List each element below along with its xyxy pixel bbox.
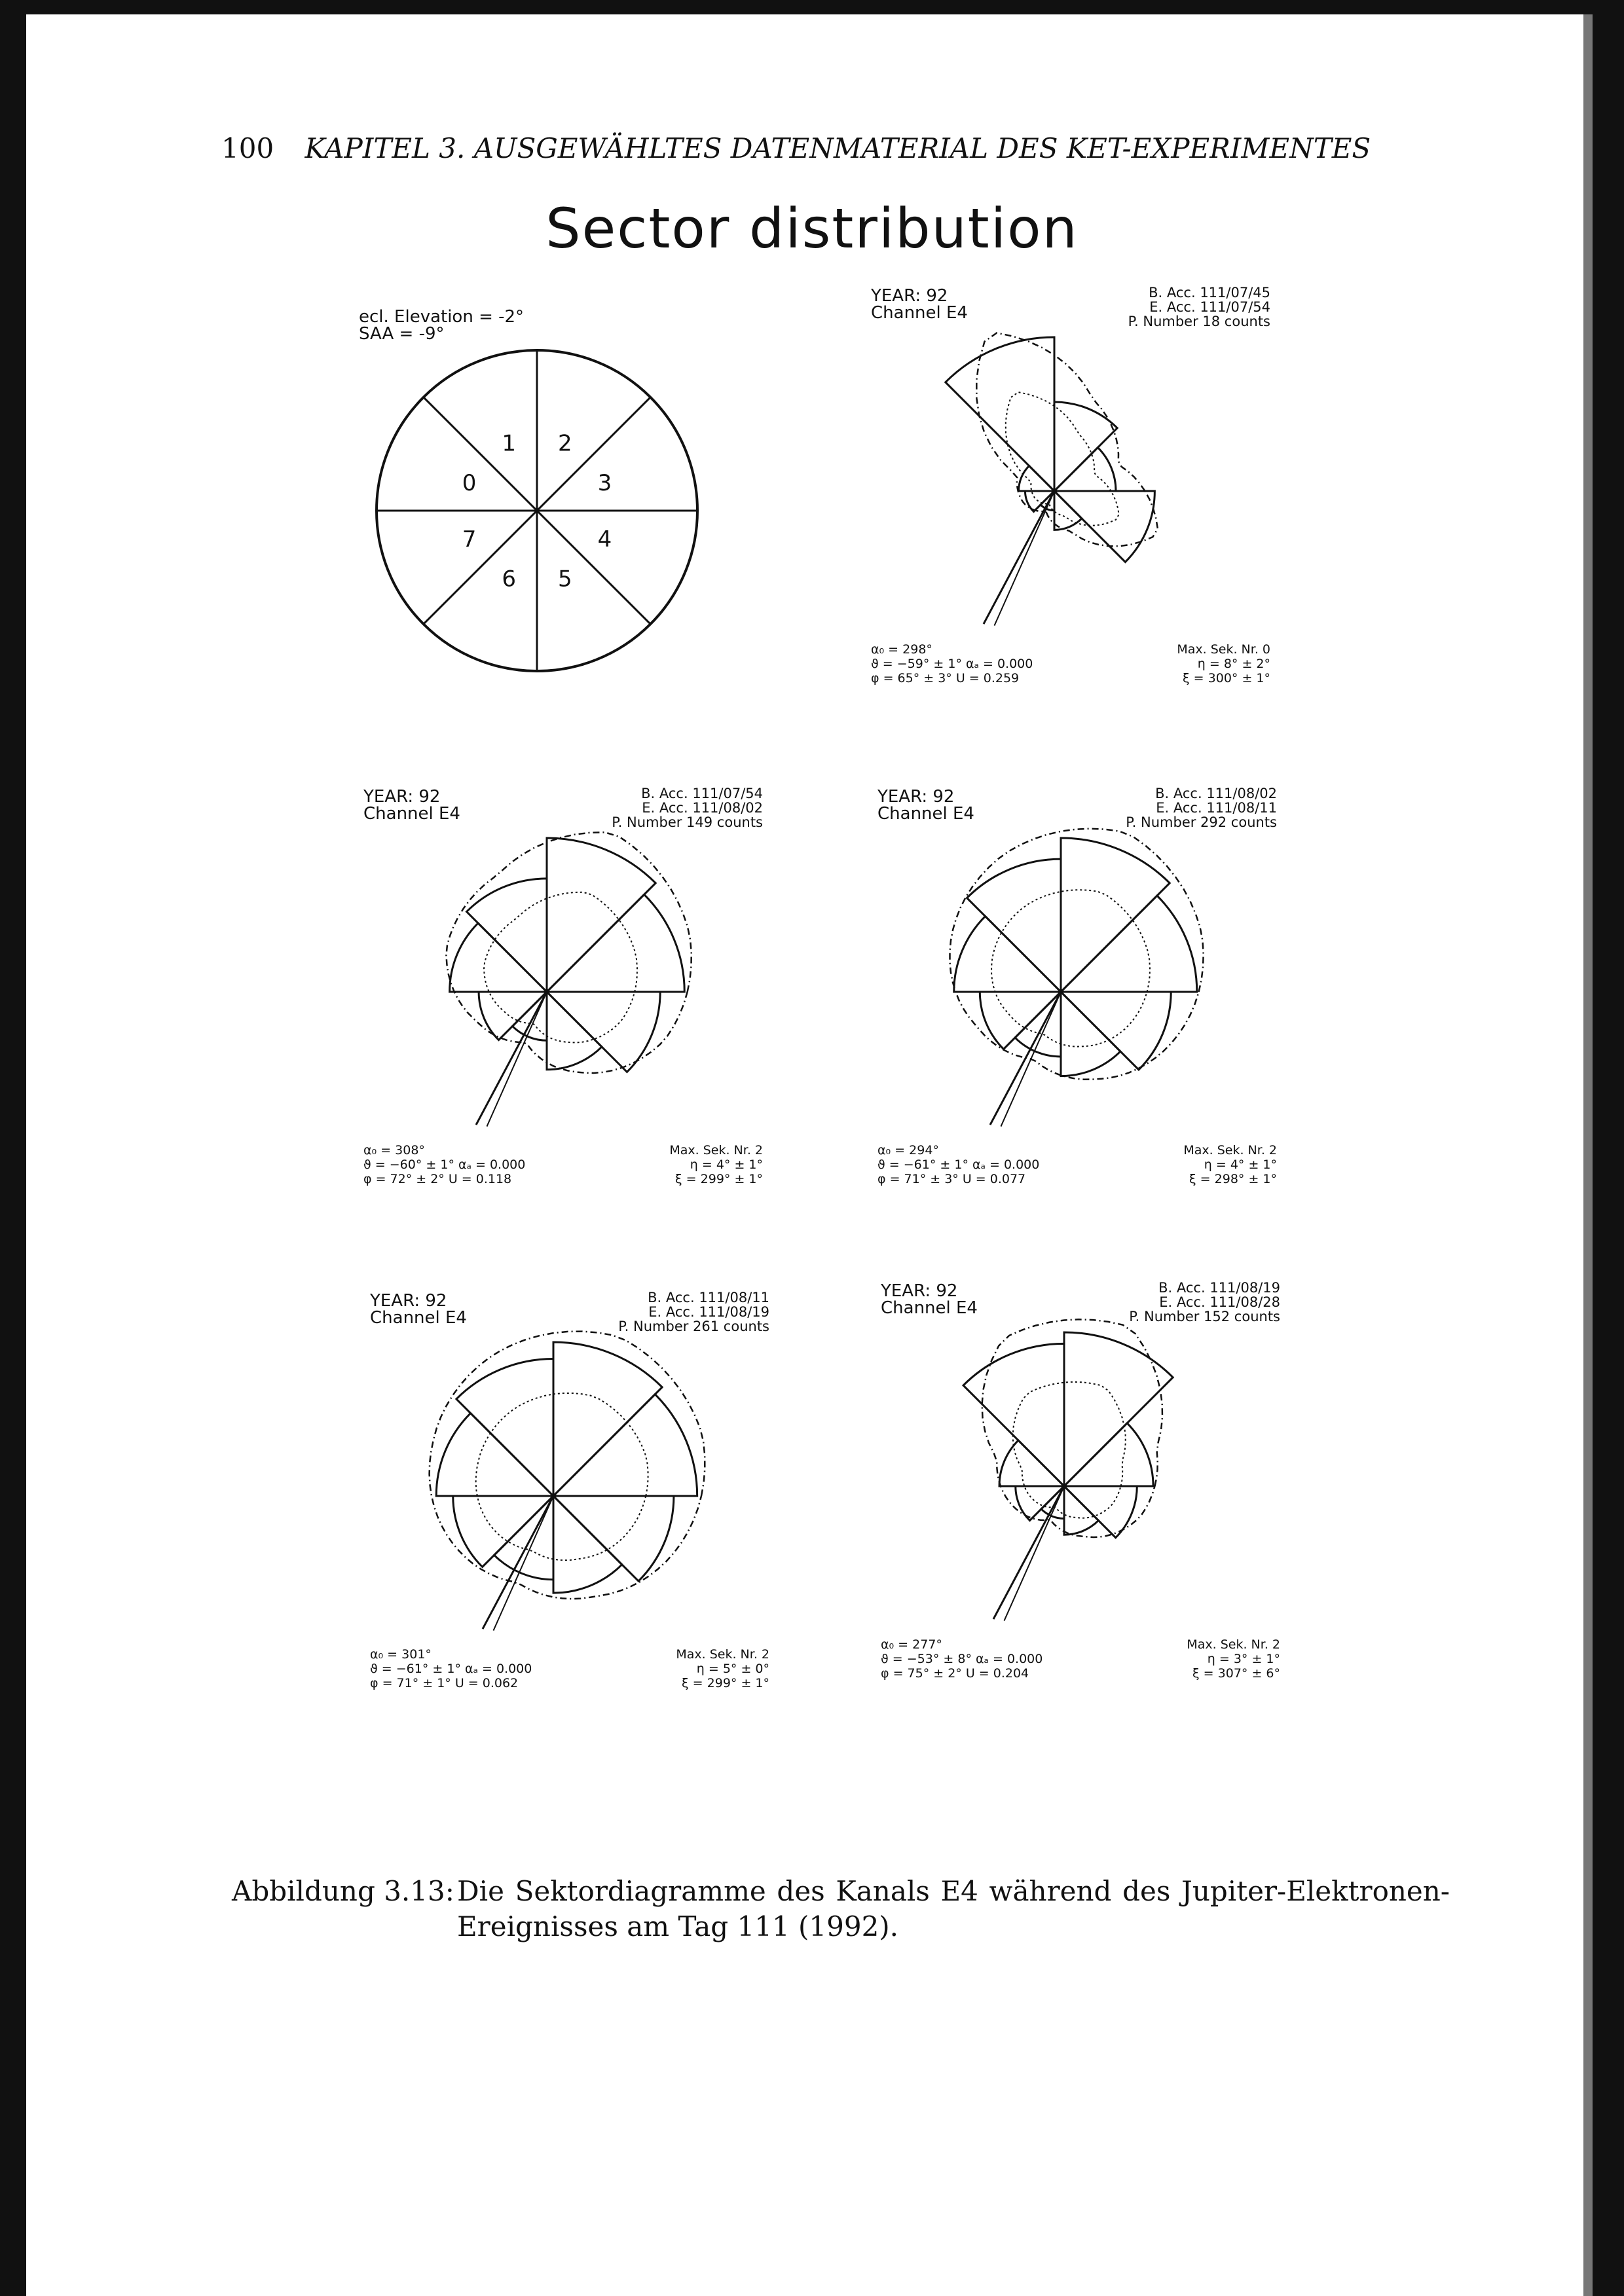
flow-direction-vector — [1001, 992, 1061, 1127]
sector-bar — [1054, 448, 1116, 491]
sector-bar — [450, 923, 547, 992]
channel-label: Channel E4 — [871, 303, 968, 323]
right-stat-line: ξ = 299° ± 1° — [682, 1676, 769, 1690]
p-number-label: P. Number 292 counts — [1126, 814, 1277, 830]
sector-bar — [1061, 992, 1120, 1076]
right-stat-line: Max. Sek. Nr. 2 — [1187, 1637, 1280, 1652]
caption-text: Die Sektordiagramme des Kanals E4 während des Jupiter-Elektronen-Ereignisses am Tag 111 (1992). — [457, 1875, 1450, 1942]
right-stat-line: ξ = 298° ± 1° — [1189, 1172, 1277, 1186]
sector-histogram — [963, 1332, 1173, 1538]
sector-number: 7 — [462, 526, 477, 553]
sector-bar — [1061, 896, 1197, 992]
b-acc-label: B. Acc. 111/08/02 — [1155, 786, 1277, 801]
left-stat-line: φ = 72° ± 2° U = 0.118 — [363, 1172, 512, 1186]
chapter-title: KAPITEL 3. AUSGEWÄHLTES DATENMATERIAL DES KET-EXPERIMENTES — [304, 132, 1371, 164]
sector-number: 2 — [558, 430, 572, 457]
fit-envelope — [446, 832, 691, 1073]
b-acc-label: B. Acc. 111/08/19 — [1158, 1280, 1280, 1296]
sector-bar — [946, 337, 1054, 491]
left-stat-line: ϑ = −61° ± 1° αₐ = 0.000 — [370, 1662, 532, 1676]
right-stat-line: Max. Sek. Nr. 0 — [1177, 642, 1270, 657]
sector-bar — [453, 1496, 553, 1567]
sector-bar — [553, 1342, 662, 1496]
sector-panel-2 — [357, 782, 776, 1201]
p-number-label: P. Number 152 counts — [1129, 1309, 1280, 1324]
sector-bar — [553, 1496, 622, 1593]
fit-envelope — [430, 1332, 705, 1599]
e-acc-label: E. Acc. 111/08/02 — [642, 800, 763, 816]
b-acc-label: B. Acc. 111/07/45 — [1149, 285, 1270, 301]
sector-number: 3 — [597, 470, 612, 497]
left-stat-line: ϑ = −53° ± 8° αₐ = 0.000 — [881, 1652, 1043, 1666]
page-number: 100 — [221, 132, 274, 164]
sector-histogram — [954, 838, 1197, 1076]
left-stat-line: α₀ = 294° — [877, 1143, 939, 1157]
sector-bar — [456, 1359, 553, 1496]
left-stat-line: φ = 71° ± 1° U = 0.062 — [370, 1676, 519, 1690]
channel-label: Channel E4 — [363, 804, 460, 824]
sector-bar — [1064, 1486, 1137, 1538]
channel-label: Channel E4 — [370, 1308, 467, 1328]
sector-wheel — [377, 350, 697, 671]
year-label: YEAR: 92 — [871, 286, 948, 306]
fit-envelope — [950, 829, 1204, 1080]
sector-number: 0 — [462, 470, 477, 497]
sector-bar — [513, 992, 547, 1040]
flow-direction-vector — [990, 992, 1061, 1125]
sector-bar — [1054, 491, 1082, 530]
sector-bar — [547, 838, 655, 992]
scan-border-right-inner — [1583, 14, 1593, 2296]
sector-histogram — [946, 337, 1155, 562]
left-stat-line: α₀ = 277° — [881, 1637, 942, 1652]
flow-direction-vector — [993, 1486, 1064, 1619]
sector-bar — [963, 1343, 1064, 1486]
year-label: YEAR: 92 — [370, 1291, 447, 1311]
caption-label: Abbildung 3.13: — [232, 1875, 454, 1907]
left-stat-line: ϑ = −61° ± 1° αₐ = 0.000 — [877, 1157, 1040, 1172]
sector-number: 1 — [502, 430, 516, 457]
sector-bar — [547, 992, 602, 1070]
right-stat-line: Max. Sek. Nr. 2 — [669, 1143, 763, 1157]
sector-bar — [467, 879, 547, 992]
channel-label: Channel E4 — [877, 804, 974, 824]
right-stat-line: ξ = 300° ± 1° — [1183, 671, 1270, 685]
inner-distribution — [991, 890, 1150, 1046]
sector-bar — [547, 894, 684, 992]
sector-histogram — [436, 1342, 697, 1593]
right-stat-line: η = 3° ± 1° — [1207, 1652, 1280, 1666]
b-acc-label: B. Acc. 111/07/54 — [641, 786, 763, 801]
figure-caption — [232, 1874, 1450, 1944]
left-stat-line: ϑ = −60° ± 1° αₐ = 0.000 — [363, 1157, 526, 1172]
right-stat-line: ξ = 299° ± 1° — [675, 1172, 763, 1186]
e-acc-label: E. Acc. 111/08/19 — [648, 1304, 769, 1320]
sector-bar — [967, 859, 1061, 992]
left-stat-line: α₀ = 308° — [363, 1143, 425, 1157]
sector-panel-3 — [871, 782, 1290, 1201]
right-stat-line: Max. Sek. Nr. 2 — [676, 1647, 769, 1662]
sector-key-panel — [354, 295, 720, 687]
flow-direction-vector — [994, 491, 1054, 626]
sector-panel-4 — [363, 1286, 783, 1705]
right-stat-line: ξ = 307° ± 6° — [1192, 1666, 1280, 1681]
left-stat-line: φ = 65° ± 3° U = 0.259 — [871, 671, 1020, 685]
right-stat-line: η = 4° ± 1° — [690, 1157, 763, 1172]
inner-distribution — [476, 1393, 648, 1560]
left-stat-line: ϑ = −59° ± 1° αₐ = 0.000 — [871, 657, 1033, 671]
e-acc-label: E. Acc. 111/07/54 — [1149, 299, 1270, 315]
p-number-label: P. Number 18 counts — [1128, 314, 1270, 329]
sector-histogram — [450, 838, 685, 1072]
sector-panel-5 — [874, 1277, 1293, 1696]
sector-bar — [1061, 838, 1170, 992]
flow-direction-vector — [984, 491, 1054, 624]
inner-distribution — [1013, 1382, 1126, 1518]
left-stat-line: φ = 75° ± 2° U = 0.204 — [881, 1666, 1029, 1681]
sector-number: 4 — [597, 526, 612, 553]
b-acc-label: B. Acc. 111/08/11 — [648, 1290, 769, 1305]
sector-bar — [1054, 402, 1117, 491]
sector-bar — [954, 917, 1061, 992]
running-head — [221, 132, 1426, 172]
sector-bar — [553, 1496, 674, 1581]
year-label: YEAR: 92 — [363, 787, 441, 807]
p-number-label: P. Number 149 counts — [612, 814, 763, 830]
sector-number: 6 — [502, 566, 516, 592]
year-label: YEAR: 92 — [881, 1281, 958, 1301]
right-stat-line: η = 5° ± 0° — [696, 1662, 769, 1676]
left-stat-line: α₀ = 301° — [370, 1647, 432, 1662]
saa-label: SAA = -9° — [359, 324, 445, 344]
sector-bar — [553, 1394, 697, 1496]
figure-title: Sector distribution — [545, 196, 1079, 261]
sector-number: 5 — [558, 566, 572, 592]
flow-direction-vector — [487, 992, 547, 1127]
e-acc-label: E. Acc. 111/08/11 — [1156, 800, 1277, 816]
scan-border-left — [0, 0, 26, 2296]
e-acc-label: E. Acc. 111/08/28 — [1159, 1294, 1280, 1310]
right-stat-line: Max. Sek. Nr. 2 — [1183, 1143, 1277, 1157]
left-stat-line: α₀ = 298° — [871, 642, 932, 657]
elevation-label: ecl. Elevation = -2° — [359, 307, 525, 327]
inner-distribution — [484, 892, 637, 1043]
flow-direction-vector — [476, 992, 547, 1125]
sector-bar — [999, 1440, 1064, 1486]
right-stat-line: η = 8° ± 2° — [1197, 657, 1270, 671]
sector-bar — [1064, 1486, 1098, 1535]
right-stat-line: η = 4° ± 1° — [1204, 1157, 1277, 1172]
left-stat-line: φ = 71° ± 3° U = 0.077 — [877, 1172, 1026, 1186]
channel-label: Channel E4 — [881, 1298, 978, 1318]
sector-bar — [1015, 992, 1061, 1057]
scan-border-right — [1593, 0, 1624, 2296]
flow-direction-vector — [483, 1496, 553, 1629]
sector-bar — [1019, 466, 1054, 491]
p-number-label: P. Number 261 counts — [618, 1319, 769, 1334]
sector-bar — [1064, 1423, 1153, 1486]
sector-bar — [436, 1413, 553, 1496]
sector-panel-1 — [864, 282, 1283, 701]
scan-border-top — [0, 0, 1624, 14]
sector-bar — [547, 992, 660, 1072]
year-label: YEAR: 92 — [877, 787, 955, 807]
